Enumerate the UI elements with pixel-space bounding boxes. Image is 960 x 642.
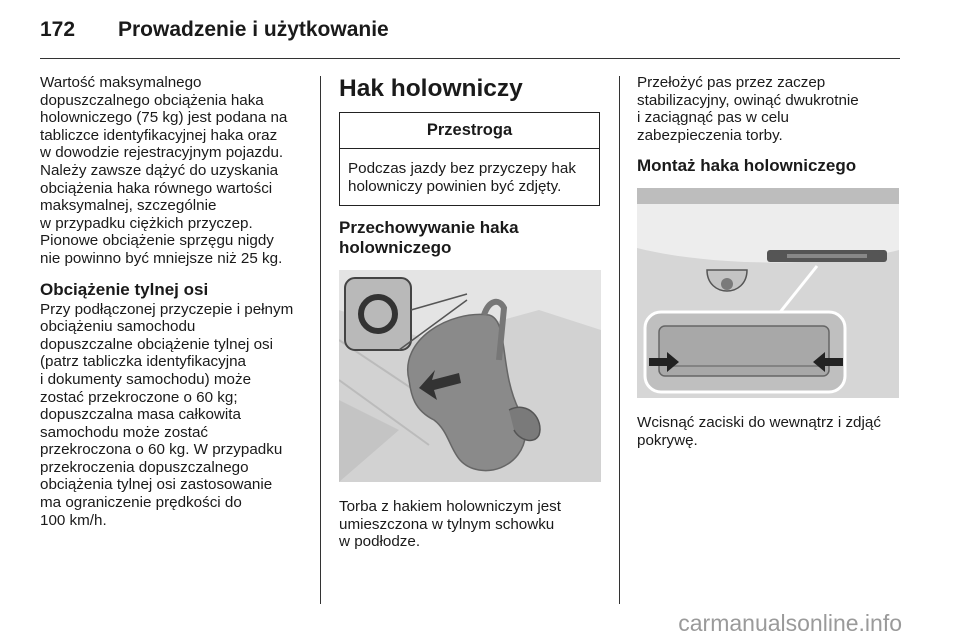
caution-box bbox=[339, 112, 600, 206]
header-rule bbox=[40, 58, 900, 59]
column-divider-2 bbox=[619, 76, 620, 604]
page-title: Prowadzenie i użytkowanie bbox=[118, 18, 389, 41]
heading-rear-axle-load: Obciążenie tylnej osi bbox=[40, 279, 209, 299]
heading-tow-hook-mounting: Montaż haka holowniczego bbox=[637, 156, 857, 176]
caption-tow-hook-storage: Torba z hakiem holowniczym jest umieszczona w tylnym schowku w podłodze. bbox=[339, 498, 561, 551]
heading-tow-hook-storage: Przechowywanie haka holowniczego bbox=[339, 218, 519, 258]
paragraph-secure-bag: Przełożyć pas przez zaczep stabilizacyjny, owinąć dwukrotnie i zaciągnąć pas w celu zabezpieczenia torby. bbox=[637, 74, 859, 144]
paragraph-rear-axle-load: Przy podłączonej przyczepie i pełnym obciążeniu samochodu dopuszczalne obciążenie tylnej osi (patrz tabliczka identyfikacyjna i dokumenty samochodu) może zostać przekroczone o 60 kg; dopuszczalna masa całkowita samochodu może zostać przekroczona o 60 kg. W przypadku przekroczenia dopuszczalnego obciążenia tylnej osi zastosowanie ma ograniczenie prędkości do 100 km/h. bbox=[40, 300, 294, 529]
column-divider-1 bbox=[320, 76, 321, 604]
column-3 bbox=[637, 74, 902, 450]
column-1 bbox=[40, 74, 308, 529]
paragraph-max-load: Wartość maksymalnego dopuszczalnego obciążenia haka holowniczego (75 kg) jest podana na tabliczce identyfikacyjnej haka oraz w dowodzie rejestracyjnym pojazdu. Należy zawsze dążyć do uzyskania obciążenia haka równego wartości maksymalnej, szczególnie w przypadku ciężkich przyczep. Pionowe obciążenie sprzęgu nigdy nie powinno być mniejsze niż 25 kg. bbox=[40, 74, 288, 267]
watermark: carmanualsonline.info bbox=[678, 610, 902, 636]
bumper-cover-illustration bbox=[637, 188, 899, 398]
page-number: 172 bbox=[40, 18, 76, 41]
page-header bbox=[40, 18, 389, 48]
caption-tow-hook-mounting: Wcisnąć zaciski do wewnątrz i zdjąć pokrywę. bbox=[637, 414, 881, 449]
column-2 bbox=[339, 74, 604, 551]
caution-text: Podczas jazdy bez przyczepy hak holowniczy powinien być zdjęty. bbox=[348, 160, 576, 195]
heading-tow-hook: Hak holowniczy bbox=[339, 75, 523, 102]
caution-title: Przestroga bbox=[340, 113, 599, 149]
tow-hook-bag-illustration bbox=[339, 270, 601, 482]
